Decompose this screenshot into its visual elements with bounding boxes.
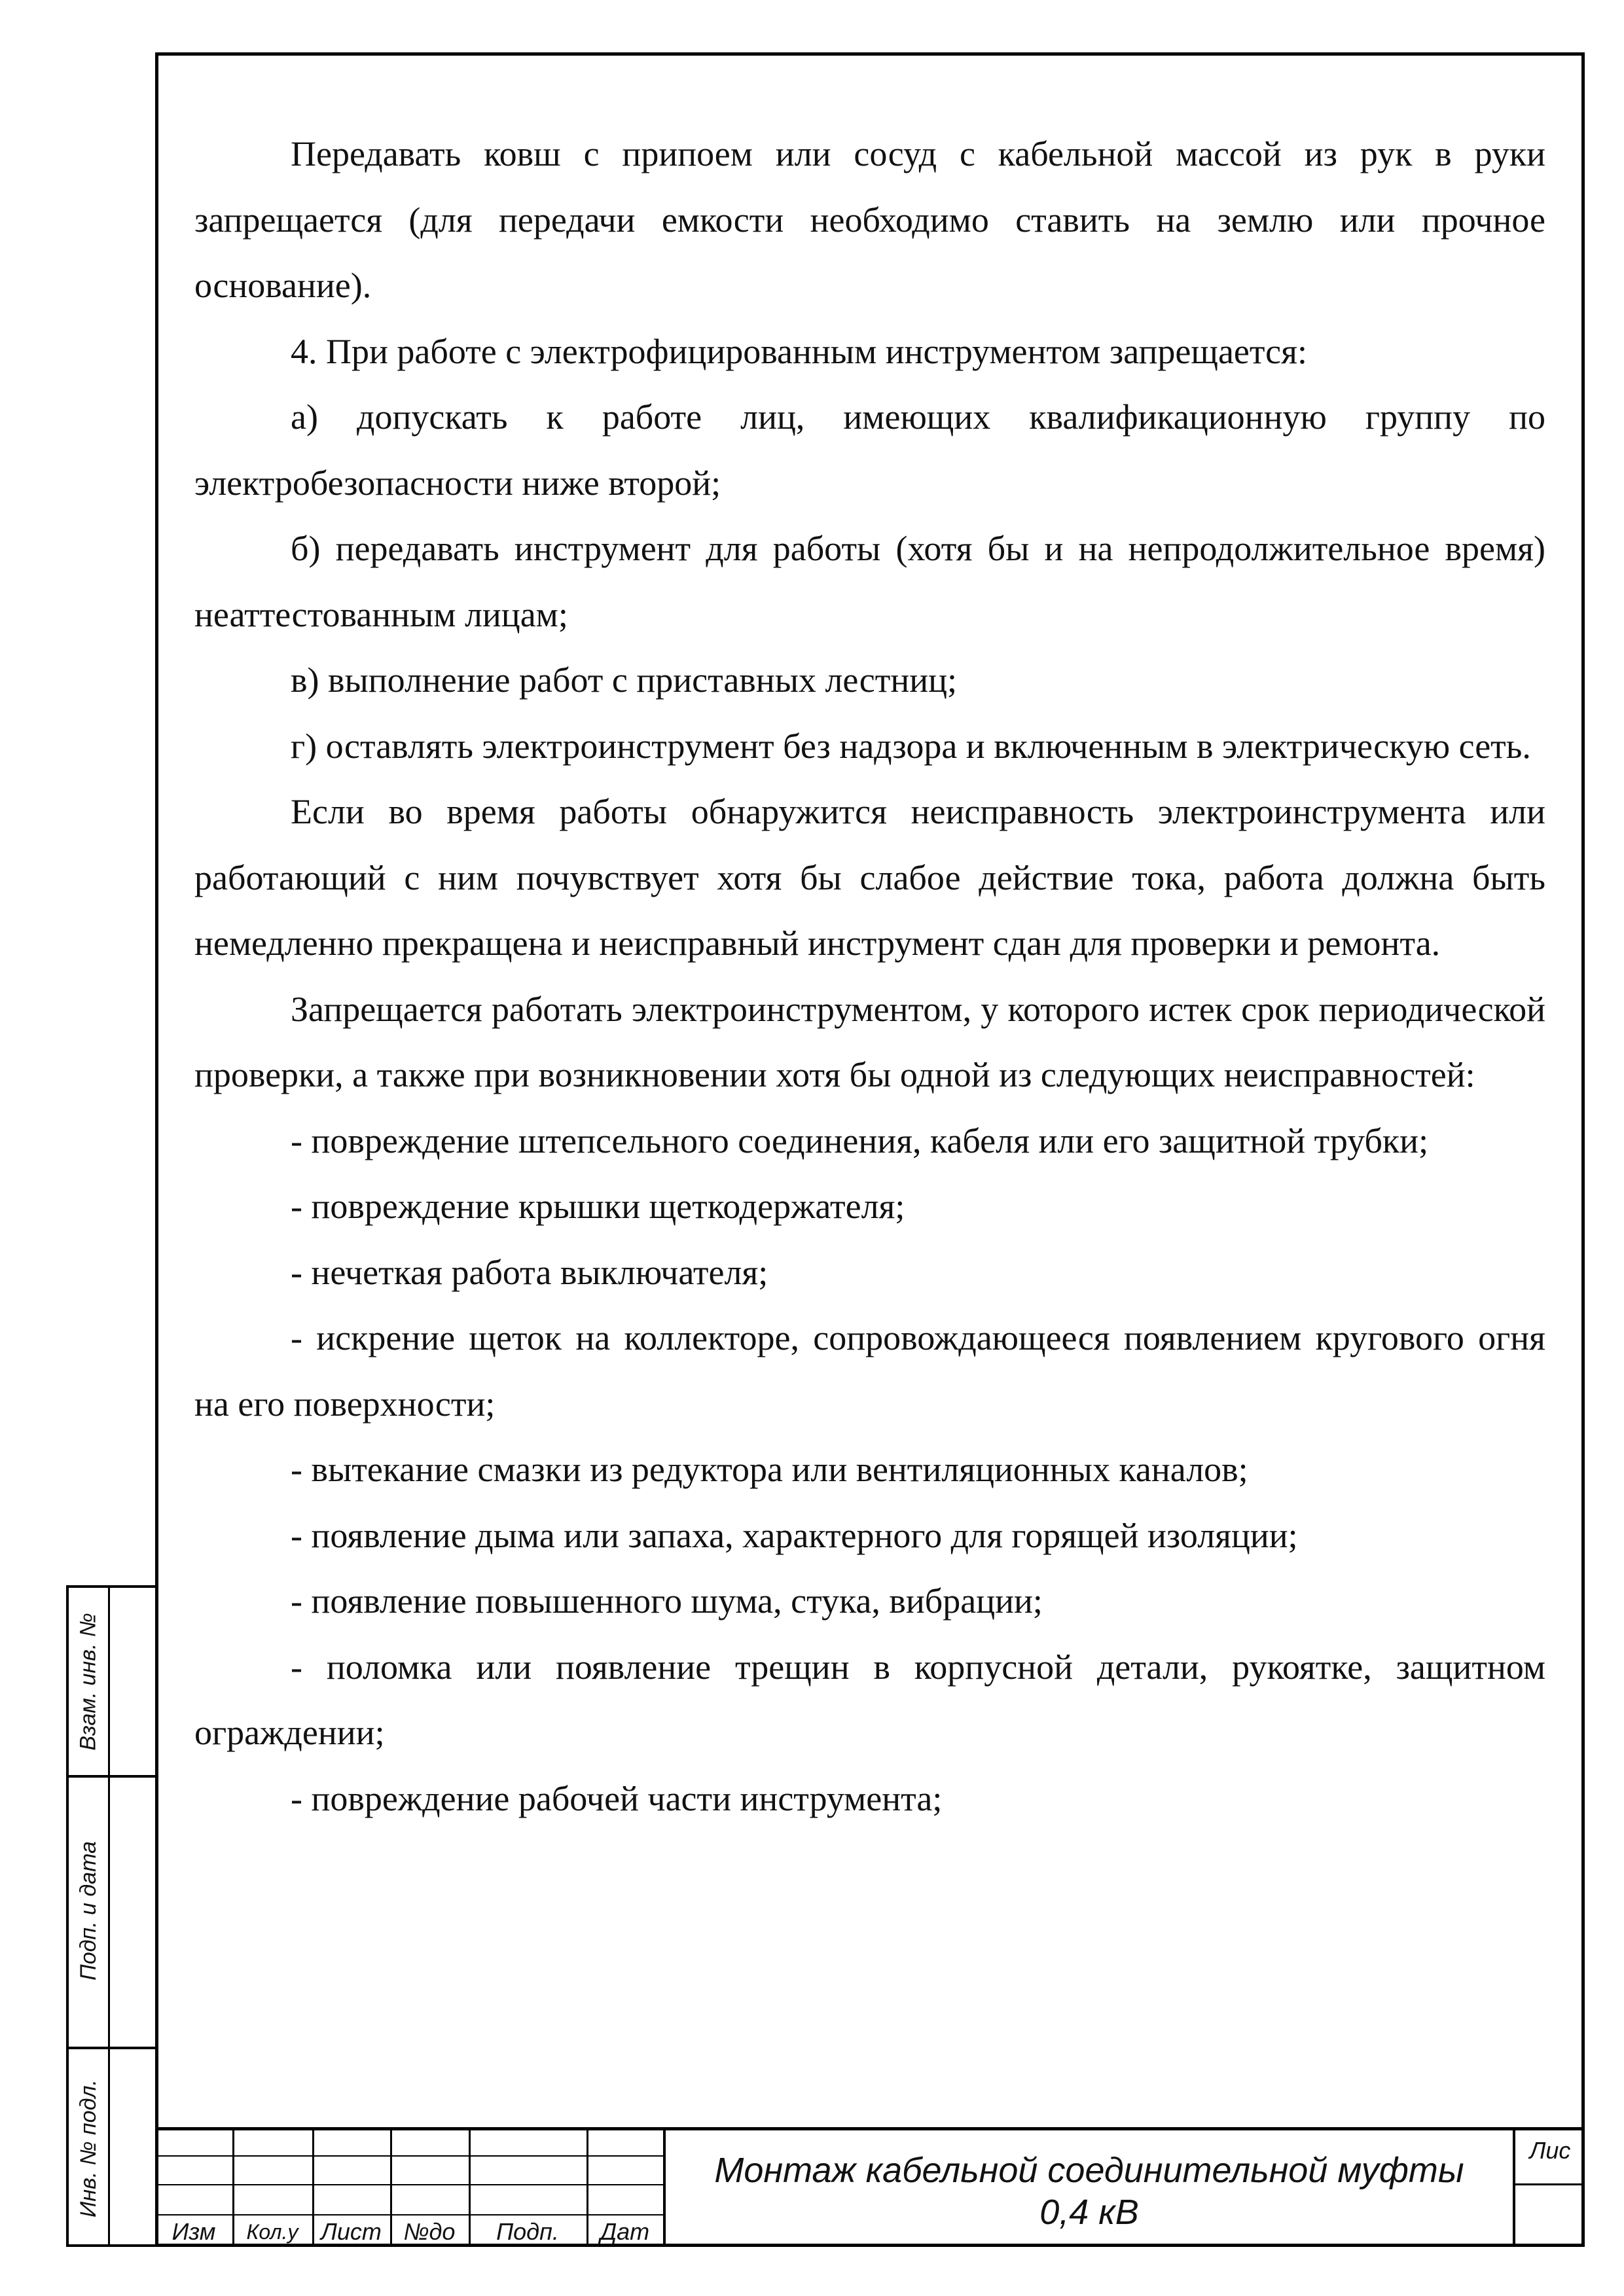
sheet-separator: [1515, 2183, 1585, 2185]
sheet-number-cell: [1513, 2127, 1585, 2247]
list-item: - появление дыма или запаха, характерного для горящей изоляции;: [291, 1515, 1298, 1555]
document-title: [666, 2127, 1513, 2247]
col-header-signature: Подп.: [496, 2218, 559, 2245]
original-inventory-label: Инв. № подл.: [75, 2079, 101, 2217]
list-item: - появление повышенного шума, стука, вибрации;: [291, 1581, 1043, 1621]
paragraph: а) допускать к работе лиц, имеющих квалификационную группу по электробезопасности ниже второй;: [194, 397, 1545, 503]
replacement-inventory-label: Взам. инв. №: [75, 1612, 101, 1751]
paragraph: Если во время работы обнаружится неисправность электроинструмента или работающий с ним почувствует хотя бы слабое действие тока, работа должна быть немедленно прекращена и неисправный инструмент сдан для проверки и ремонта.: [194, 792, 1545, 963]
col-header-doc-no: №до: [403, 2218, 456, 2245]
list-item: - вытекание смазки из редуктора или вентиляционных каналов;: [291, 1450, 1248, 1489]
paragraph: б) передавать инструмент для работы (хотя бы и на непродолжительное время) неаттестованным лицам;: [194, 529, 1545, 634]
title-line: 0,4 кВ: [1039, 2193, 1139, 2232]
signature-date-label: Подп. и дата: [75, 1841, 101, 1981]
list-item: - нечеткая работа выключателя;: [291, 1252, 768, 1292]
title-line: Монтаж кабельной соединительной муфты: [714, 2151, 1464, 2190]
list-item: - поломка или появление трещин в корпусной детали, рукоятке, защитном ограждении;: [194, 1647, 1545, 1752]
paragraph: 4. При работе с электрофицированным инструментом запрещается:: [291, 331, 1307, 371]
list-item: - повреждение штепсельного соединения, кабеля или его защитной трубки;: [291, 1121, 1429, 1160]
col-header-count: Кол.у: [246, 2219, 298, 2244]
col-header-change: Изм: [171, 2218, 216, 2245]
col-header-date: Дат: [600, 2218, 650, 2245]
paragraph: г) оставлять электроинструмент без надзора и включенным в электрическую сеть.: [291, 726, 1531, 766]
list-item: - повреждение крышки щеткодержателя;: [291, 1187, 905, 1226]
paragraph: Передавать ковш с припоем или сосуд с кабельной массой из рук в руки запрещается (для передачи емкости необходимо ставить на землю или прочное основание).: [194, 134, 1545, 305]
paragraph: Запрещается работать электроинструментом, у которого истек срок периодической проверки, а также при возникновении хотя бы одной из следующих неисправностей:: [194, 989, 1545, 1094]
binding-strip: [66, 1585, 155, 2247]
col-header-sheet: Лист: [321, 2218, 382, 2245]
list-item: - повреждение рабочей части инструмента;: [291, 1778, 943, 1818]
sheet-label: Лис: [1529, 2137, 1571, 2164]
document-body: [194, 121, 1545, 1831]
paragraph: в) выполнение работ с приставных лестниц;: [291, 660, 958, 700]
strip-divider: [108, 1588, 110, 2244]
list-item: - искрение щеток на коллекторе, сопровождающееся появлением кругового огня на его поверхности;: [194, 1318, 1545, 1424]
title-block-cells: [155, 2127, 666, 2247]
